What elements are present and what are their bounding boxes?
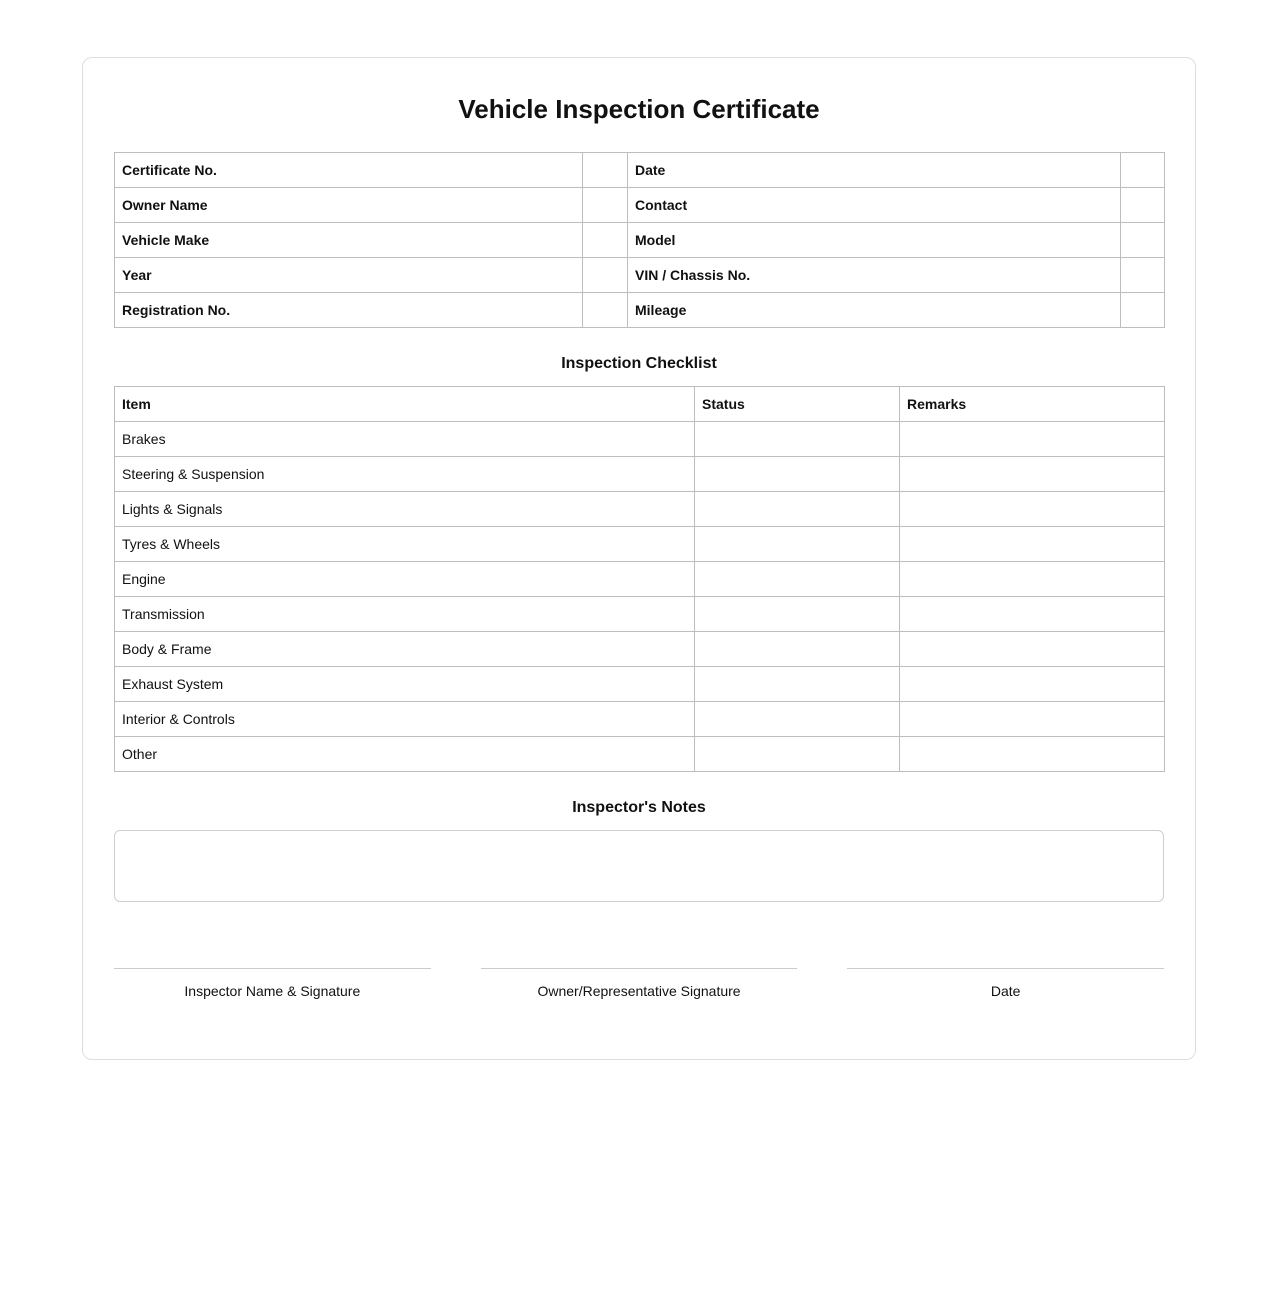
- checklist-status-lights-signals[interactable]: [695, 492, 900, 527]
- checklist-remarks-other[interactable]: [900, 737, 1165, 772]
- inspector-notes-heading: Inspector's Notes: [572, 799, 706, 816]
- checklist-body: [115, 422, 1165, 772]
- column-header-status: Status: [695, 387, 900, 422]
- checklist-item-interior-controls: Interior & Controls: [115, 702, 695, 737]
- checklist-remarks-tyres-wheels[interactable]: [900, 527, 1165, 562]
- checklist-status-tyres-wheels[interactable]: [695, 527, 900, 562]
- info-value-registration-no[interactable]: [583, 293, 628, 328]
- card-content: [83, 58, 1195, 999]
- table-row: [115, 737, 1165, 772]
- info-value-date[interactable]: [1121, 153, 1165, 188]
- info-label-owner-name: Owner Name: [115, 188, 583, 223]
- table-row: [115, 527, 1165, 562]
- checklist-item-body-frame: Body & Frame: [115, 632, 695, 667]
- table-row: [115, 562, 1165, 597]
- info-label-vin-chassis-no: VIN / Chassis No.: [628, 258, 1121, 293]
- table-row: [115, 422, 1165, 457]
- checklist-item-brakes: Brakes: [115, 422, 695, 457]
- info-label-mileage: Mileage: [628, 293, 1121, 328]
- info-label-model: Model: [628, 223, 1121, 258]
- info-label-vehicle-make: Vehicle Make: [115, 223, 583, 258]
- checklist-status-engine[interactable]: [695, 562, 900, 597]
- info-value-mileage[interactable]: [1121, 293, 1165, 328]
- checklist-remarks-steering-suspension[interactable]: [900, 457, 1165, 492]
- certificate-card: [82, 57, 1196, 1060]
- inspection-checklist-table: [114, 386, 1165, 772]
- info-label-year: Year: [115, 258, 583, 293]
- table-row: [115, 667, 1165, 702]
- vehicle-info-table: [114, 152, 1165, 328]
- checklist-remarks-brakes[interactable]: [900, 422, 1165, 457]
- checklist-item-exhaust-system: Exhaust System: [115, 667, 695, 702]
- info-value-certificate-no[interactable]: [583, 153, 628, 188]
- checklist-item-transmission: Transmission: [115, 597, 695, 632]
- signature-date[interactable]: Date: [847, 968, 1164, 999]
- info-label-registration-no: Registration No.: [115, 293, 583, 328]
- info-value-vehicle-make[interactable]: [583, 223, 628, 258]
- info-label-contact: Contact: [628, 188, 1121, 223]
- table-row: [115, 457, 1165, 492]
- column-header-remarks: Remarks: [900, 387, 1165, 422]
- table-row: [115, 293, 1165, 328]
- signature-row: [114, 968, 1164, 999]
- checklist-item-engine: Engine: [115, 562, 695, 597]
- checklist-item-lights-signals: Lights & Signals: [115, 492, 695, 527]
- checklist-status-steering-suspension[interactable]: [695, 457, 900, 492]
- checklist-status-exhaust-system[interactable]: [695, 667, 900, 702]
- info-label-date: Date: [628, 153, 1121, 188]
- page-title: Vehicle Inspection Certificate: [458, 94, 820, 124]
- table-row: [115, 632, 1165, 667]
- table-row: [115, 153, 1165, 188]
- checklist-header: [115, 387, 1165, 422]
- checklist-remarks-interior-controls[interactable]: [900, 702, 1165, 737]
- checklist-remarks-transmission[interactable]: [900, 597, 1165, 632]
- checklist-status-brakes[interactable]: [695, 422, 900, 457]
- info-value-owner-name[interactable]: [583, 188, 628, 223]
- table-row: [115, 258, 1165, 293]
- checklist-remarks-body-frame[interactable]: [900, 632, 1165, 667]
- checklist-remarks-engine[interactable]: [900, 562, 1165, 597]
- vehicle-info-body: [115, 153, 1165, 328]
- table-row: [115, 597, 1165, 632]
- checklist-remarks-lights-signals[interactable]: [900, 492, 1165, 527]
- checklist-status-body-frame[interactable]: [695, 632, 900, 667]
- checklist-item-steering-suspension: Steering & Suspension: [115, 457, 695, 492]
- signature-inspector-name[interactable]: Inspector Name & Signature: [114, 968, 431, 999]
- info-value-year[interactable]: [583, 258, 628, 293]
- checklist-status-other[interactable]: [695, 737, 900, 772]
- info-value-vin-chassis-no[interactable]: [1121, 258, 1165, 293]
- checklist-heading: Inspection Checklist: [561, 355, 717, 372]
- info-label-certificate-no: Certificate No.: [115, 153, 583, 188]
- checklist-item-other: Other: [115, 737, 695, 772]
- checklist-status-interior-controls[interactable]: [695, 702, 900, 737]
- table-row: [115, 223, 1165, 258]
- info-value-contact[interactable]: [1121, 188, 1165, 223]
- table-row: [115, 188, 1165, 223]
- checklist-item-tyres-wheels: Tyres & Wheels: [115, 527, 695, 562]
- column-header-item: Item: [115, 387, 695, 422]
- table-row: [115, 492, 1165, 527]
- table-row: [115, 702, 1165, 737]
- inspector-notes-box[interactable]: [114, 830, 1164, 902]
- checklist-remarks-exhaust-system[interactable]: [900, 667, 1165, 702]
- checklist-status-transmission[interactable]: [695, 597, 900, 632]
- table-header-row: [115, 387, 1165, 422]
- signature-owner-representative[interactable]: Owner/Representative Signature: [481, 968, 798, 999]
- info-value-model[interactable]: [1121, 223, 1165, 258]
